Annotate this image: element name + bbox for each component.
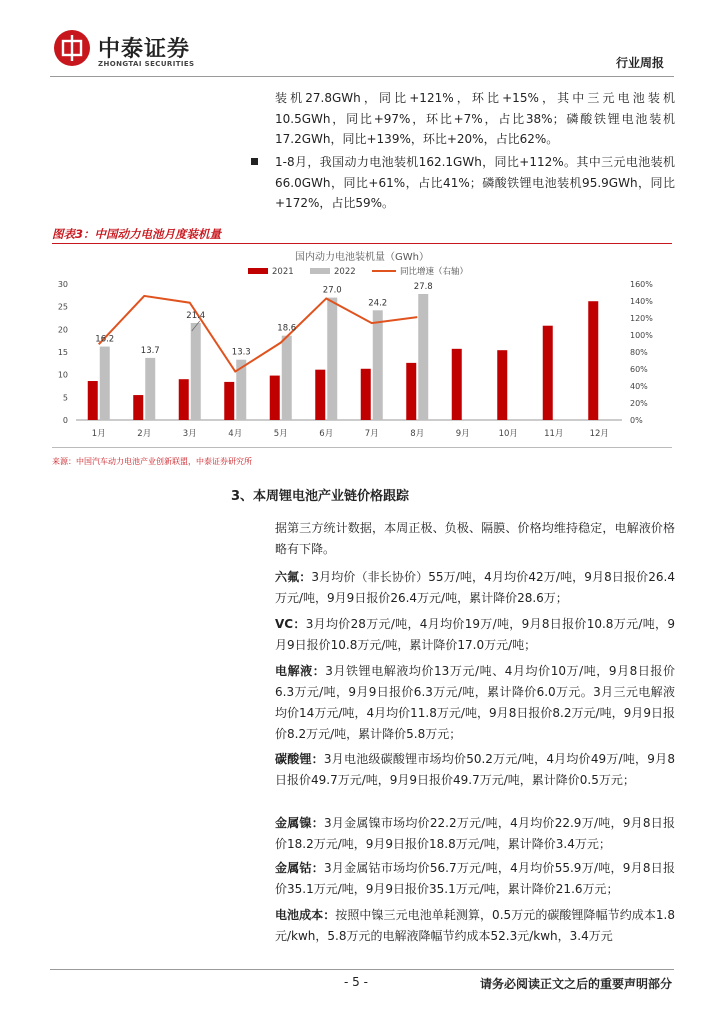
y-right-tick-label: 120% xyxy=(630,314,653,323)
legend-swatch-2021 xyxy=(248,268,268,274)
bar-2021 xyxy=(452,349,462,420)
company-name-en: ZHONGTAI SECURITIES xyxy=(98,60,195,68)
bar-2022 xyxy=(100,347,110,420)
price-item-text: 3月金属钴市场均价56.7万元/吨，4月均价55.9万/吨，9月8日报价35.1万元/吨，9月9日报价35.1万元/吨，累计降价21.6万元； xyxy=(275,861,675,896)
figure-source: 来源：中国汽车动力电池产业创新联盟，中泰证券研究所 xyxy=(52,457,252,466)
y-right-tick-label: 140% xyxy=(630,297,653,306)
x-tick-label: 7月 xyxy=(364,429,379,439)
data-label-2022: 13.7 xyxy=(140,345,160,356)
price-item-label: 金属钴： xyxy=(275,861,324,875)
bar-2022 xyxy=(191,323,201,420)
x-tick-label: 5月 xyxy=(273,429,288,439)
intro-bullet: 1-8月，我国动力电池装机162.1GWh，同比+112%。其中三元电池装机66.0GWh，同比+61%，占比41%；磷酸铁锂电池装机95.9GWh，同比+172%，占比59%。 xyxy=(275,155,675,210)
bullet-icon xyxy=(251,158,258,165)
page-number: - 5 - xyxy=(344,975,368,989)
company-logo-mark xyxy=(54,30,90,66)
figure-title xyxy=(52,223,672,244)
chart-bars xyxy=(88,294,599,420)
x-tick-label: 6月 xyxy=(319,429,334,439)
x-tick-label: 9月 xyxy=(455,429,470,439)
price-item-nickel xyxy=(275,813,675,855)
bar-2022 xyxy=(418,294,428,420)
price-item-label: 碳酸锂： xyxy=(275,752,324,766)
y-right-tick-label: 40% xyxy=(630,382,648,391)
legend-label-yoy: 同比增速（右轴） xyxy=(400,267,469,277)
y-left-tick-label: 0 xyxy=(62,416,68,425)
y-right-tick-label: 100% xyxy=(630,331,653,340)
report-type: 行业周报 xyxy=(615,56,664,70)
bar-2021 xyxy=(133,395,143,420)
bar-2021 xyxy=(88,381,98,420)
price-item-text: 3月铁锂电解液均价13万元/吨、4月均价10万/吨，9月8日报价6.3万元/吨，9月9日报价6.3万元/吨，累计降价6.0万元。3月三元电解液均价14万元/吨，4月均价11.8万元/吨，9月8日报价8.2万元/吨，9月9日报价8.2万元/吨，累计降价5.8万元； xyxy=(275,664,675,741)
x-tick-label: 2月 xyxy=(137,429,152,439)
bar-2022 xyxy=(327,298,337,420)
price-item-battery-cost xyxy=(275,905,675,947)
bar-2022 xyxy=(373,310,383,420)
price-item-text: 3月均价（非长协价）55万/吨，4月均价42万/吨，9月8日报价26.4万元/吨，9月9日报价26.4万元/吨，累计降价28.6万； xyxy=(275,570,675,605)
data-label-2022: 21.4 xyxy=(186,310,206,321)
price-item-label: 电解液： xyxy=(275,664,326,678)
x-tick-label: 1月 xyxy=(91,429,106,439)
header-divider xyxy=(50,76,674,77)
price-item-text: 3月电池级碳酸锂市场均价50.2万元/吨，4月均价49万/吨，9月8日报价49.7万元/吨，9月9日报价49.7万元/吨，累计降价0.5万元； xyxy=(275,752,675,787)
bar-2022 xyxy=(145,358,155,420)
y-right-tick-label: 20% xyxy=(630,399,648,408)
x-tick-label: 8月 xyxy=(410,429,425,439)
y-right-tick-label: 80% xyxy=(630,348,648,357)
price-item-label: 六氟： xyxy=(275,570,312,584)
data-label-2022: 27.0 xyxy=(322,285,342,296)
footer-disclaimer: 请务必阅读正文之后的重要声明部分 xyxy=(479,977,672,991)
x-tick-label: 4月 xyxy=(228,429,243,439)
legend-swatch-2022 xyxy=(310,268,330,274)
y-left-tick-label: 20 xyxy=(57,325,68,335)
bar-2021 xyxy=(543,326,553,420)
price-item-text: 按照中镍三元电池单耗测算，0.5万元的碳酸锂降幅节约成本1.8元/kwh，5.8万元的电解液降幅节约成本52.3元/kwh，3.4万元 xyxy=(275,908,675,943)
bar-2021 xyxy=(406,363,416,420)
y-left-tick-label: 25 xyxy=(57,302,68,312)
figure-bottom-divider xyxy=(52,447,672,448)
monthly-installation-chart xyxy=(52,246,672,446)
data-label-2022: 18.6 xyxy=(277,323,297,334)
price-item-vc xyxy=(275,614,675,656)
figure-title-text: 图表3：中国动力电池月度装机量 xyxy=(52,227,221,241)
logo-icon xyxy=(54,30,90,66)
price-item-cobalt xyxy=(275,858,675,900)
company-name-cn: 中泰证券 xyxy=(98,37,191,62)
y-left-tick-label: 30 xyxy=(57,280,68,289)
chart-title: 国内动力电池装机量（GWh） xyxy=(295,252,429,263)
data-label-2022: 16.2 xyxy=(95,334,115,345)
data-label-2022: 24.2 xyxy=(368,298,388,309)
bar-2021 xyxy=(179,379,189,420)
price-item-label: 金属镍： xyxy=(275,816,324,830)
price-item-text: 3月均价28万元/吨，4月均价19万/吨，9月8日报价10.8万元/吨，9月9日报价10.8万元/吨，累计降价17.0万元/吨； xyxy=(275,617,675,652)
bar-2021 xyxy=(361,369,371,420)
legend-label-2022: 2022 xyxy=(334,267,356,277)
price-item-electrolyte xyxy=(275,661,675,745)
section-title: 3、本周锂电池产业链价格跟踪 xyxy=(231,489,410,504)
footer-divider xyxy=(50,969,674,970)
x-tick-label: 11月 xyxy=(544,429,564,439)
x-tick-label: 12月 xyxy=(589,429,609,439)
y-right-tick-label: 160% xyxy=(630,280,653,289)
price-item-lipf6 xyxy=(275,567,675,609)
y-left-tick-label: 10 xyxy=(57,370,68,380)
bar-2021 xyxy=(224,382,234,420)
bar-2021 xyxy=(270,376,280,420)
intro-paragraph: 装机27.8GWh，同比+121%，环比+15%，其中三元电池装机10.5GWh，同比+97%，环比+7%，占比38%；磷酸铁锂电池装机17.2GWh，同比+139%，环比+20%，占比62%。 xyxy=(275,91,675,146)
legend-label-2021: 2021 xyxy=(272,267,294,277)
x-tick-label: 3月 xyxy=(182,429,197,439)
price-item-text: 3月金属镍市场均价22.2万元/吨，4月均价22.9万/吨，9月8日报价18.2万元/吨，9月9日报价18.8万元/吨，累计降价3.4万元； xyxy=(275,816,675,851)
section-intro: 据第三方统计数据，本周正极、负极、隔膜、价格均维持稳定，电解液价格略有下降。 xyxy=(275,521,675,556)
y-left-tick-label: 15 xyxy=(57,348,68,357)
bar-2021 xyxy=(497,350,507,420)
price-item-label: 电池成本： xyxy=(275,908,336,922)
y-right-tick-label: 60% xyxy=(630,365,648,374)
chart-legend xyxy=(248,266,468,277)
bar-2021 xyxy=(315,370,325,420)
price-item-label: VC： xyxy=(275,617,306,631)
data-label-2022: 27.8 xyxy=(413,281,433,292)
y-left-tick-label: 5 xyxy=(62,393,68,403)
bar-2022 xyxy=(282,336,292,420)
bar-2021 xyxy=(588,301,598,420)
data-label-2022: 13.3 xyxy=(231,347,251,358)
x-tick-label: 10月 xyxy=(498,429,518,439)
y-right-tick-label: 0% xyxy=(630,416,643,425)
price-item-lithium-carbonate xyxy=(275,749,675,791)
